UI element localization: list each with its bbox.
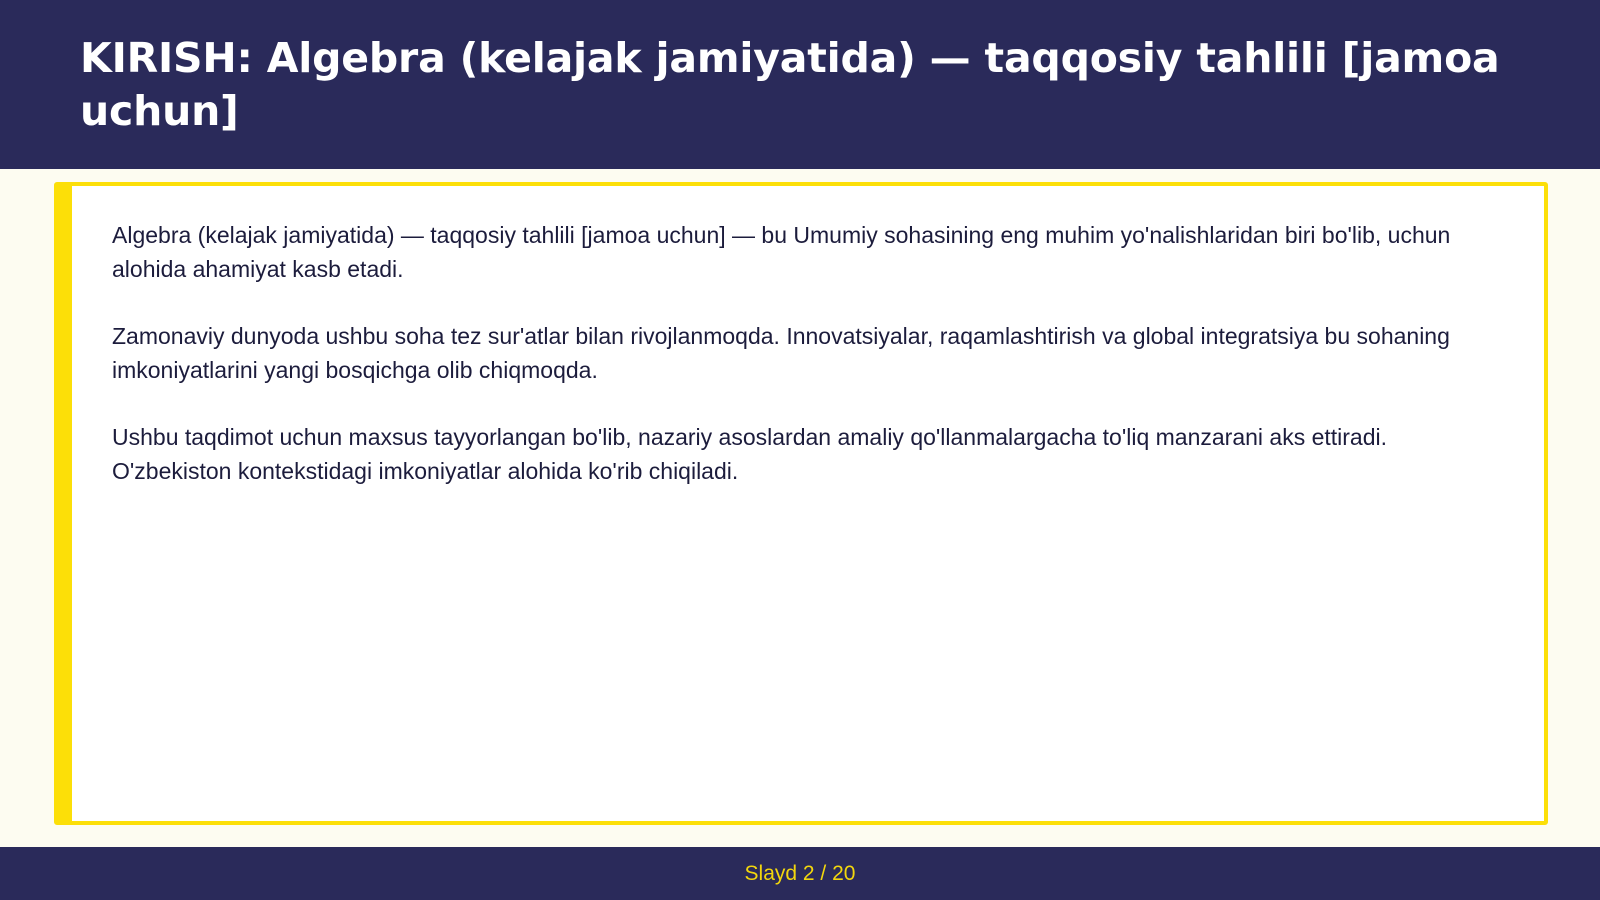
slide-title: KIRISH: Algebra (kelajak jamiyatida) — taqqosiy tahlili [jamoa uchun] — [80, 34, 1500, 135]
slide-header — [0, 0, 1600, 169]
content-paragraph-2: Zamonaviy dunyoda ushbu soha tez sur'atlar bilan rivojlanmoqda. Innovatsiyalar, raqamlashtirish va global integratsiya bu sohaning imkoniyatlarini yangi bosqichga olib chiqmoqda. — [112, 323, 1450, 383]
content-card — [54, 182, 1548, 825]
content-paragraph-3: Ushbu taqdimot uchun maxsus tayyorlangan bo'lib, nazariy asoslardan amaliy qo'llanmalargacha to'liq manzarani aks ettiradi. O'zbekiston kontekstidagi imkoniyatlar alohida ko'rib chiqiladi. — [112, 424, 1388, 484]
content-paragraph-1: Algebra (kelajak jamiyatida) — taqqosiy tahlili [jamoa uchun] — bu Umumiy sohasining eng muhim yo'nalishlaridan biri bo'lib, uchun alohida ahamiyat kasb etadi. — [112, 222, 1451, 282]
slide-footer — [0, 847, 1600, 900]
slide-counter: Slayd 2 / 20 — [744, 861, 856, 885]
